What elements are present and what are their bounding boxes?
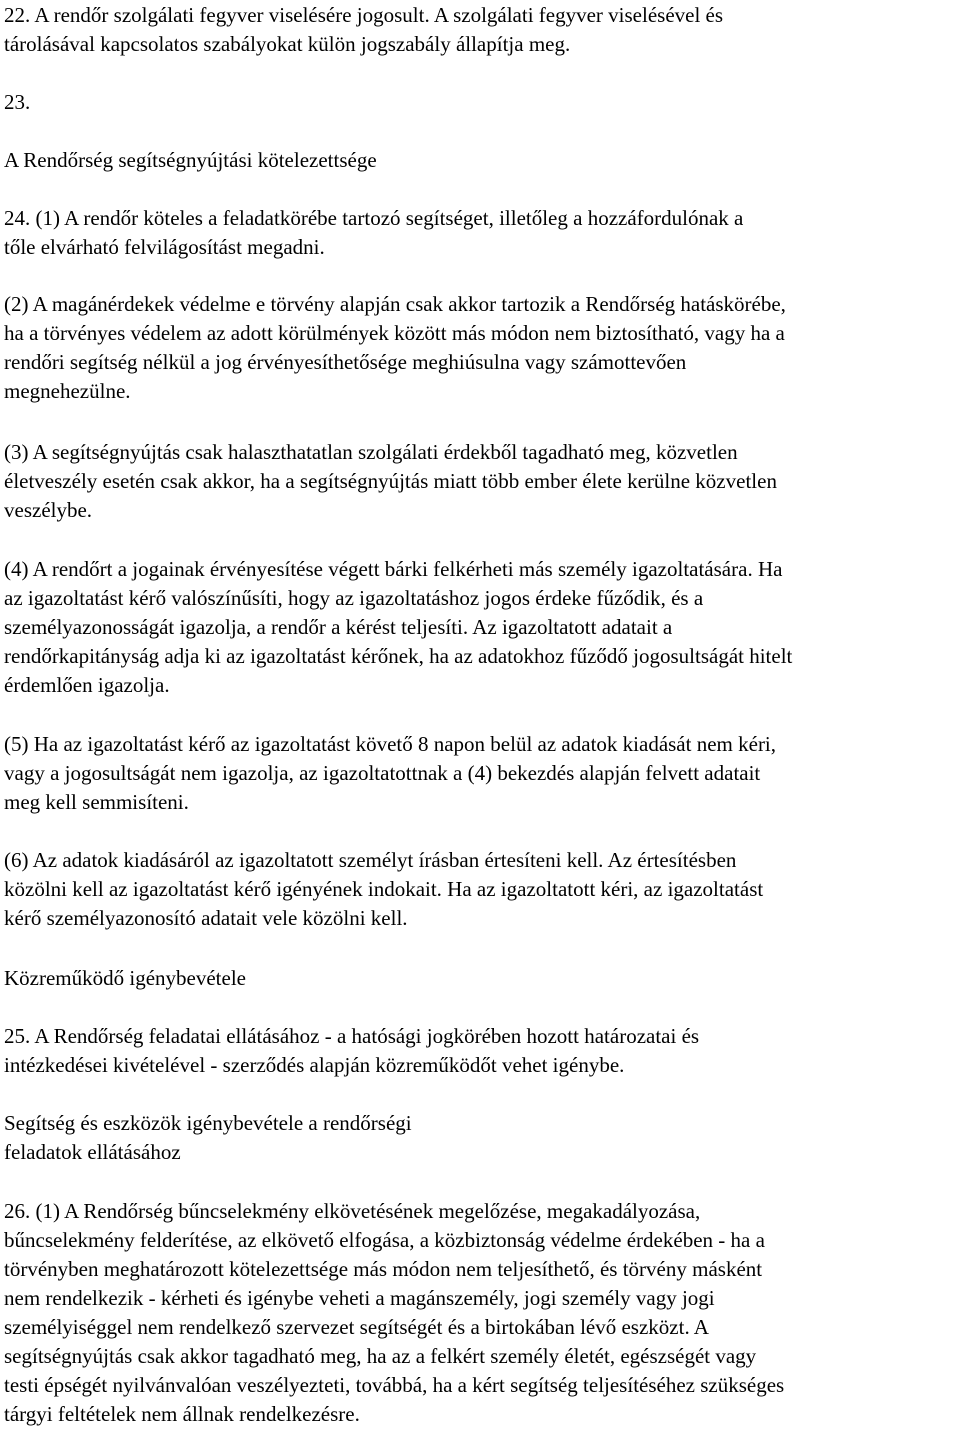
text-line: közölni kell az igazoltatást kérő igényének indokait. Ha az igazoltatott kéri, az igazoltatást [4,877,764,901]
text-line: (6) Az adatok kiadásáról az igazoltatott személyt írásban értesíteni kell. Az értesítésben [4,848,737,872]
section-25-paragraph [4,1022,699,1080]
section-26-paragraph-1 [4,1197,784,1429]
text-line: veszélybe. [4,498,93,522]
text-line: 22. A rendőr szolgálati fegyver viselésére jogosult. A szolgálati fegyver viselésével és [4,3,724,27]
text-line: életveszély esetén csak akkor, ha a segítségnyújtás miatt több ember élete kerülne közvetlen [4,469,777,493]
text-line: 25. A Rendőrség feladatai ellátásához - a hatósági jogkörében hozott határozatai és [4,1024,700,1048]
text-line: vagy a jogosultságát nem igazolja, az igazoltatottnak a (4) bekezdés alapján felvett adatait [4,761,761,785]
text-line: 26. (1) A Rendőrség bűncselekmény elkövetésének megelőzése, megakadályozása, [4,1199,701,1223]
text-line: személyiséggel nem rendelkező szervezet segítségét és a birtokában lévő eszközt. A [4,1315,709,1339]
text-line: (5) Ha az igazoltatást kérő az igazoltatást követő 8 napon belül az adatok kiadását nem kéri, [4,732,777,756]
text-line: tárgyi feltételek nem állnak rendelkezésre. [4,1402,360,1426]
text-line: segítségnyújtás csak akkor tagadható meg, ha az a felkért személy életét, egészségét vagy [4,1344,757,1368]
text-line: Közreműködő igénybevétele [4,966,246,990]
text-line: rendőrkapitányság adja ki az igazoltatást kérőnek, ha az adatokhoz fűződő jogosultságát hitelt [4,644,793,668]
text-line: tárolásával kapcsolatos szabályokat külön jogszabály állapítja meg. [4,32,571,56]
text-line: Segítség és eszközök igénybevétele a rendőrségi [4,1111,412,1135]
section-24-paragraph-1 [4,204,743,262]
section-24-paragraph-2 [4,290,786,406]
text-line: meg kell semmisíteni. [4,790,189,814]
text-line: A Rendőrség segítségnyújtási kötelezettsége [4,148,377,172]
section-25-heading [4,964,246,993]
text-line: (2) A magánérdekek védelme e törvény alapján csak akkor tartozik a Rendőrség hatáskörébe, [4,292,786,316]
section-23-heading [4,146,377,175]
text-line: intézkedései kivételével - szerződés alapján közreműködőt vehet igénybe. [4,1053,625,1077]
section-24-paragraph-5 [4,730,776,817]
text-line: az igazoltatást kérő valószínűsíti, hogy az igazoltatáshoz jogos érdeke fűződik, és a [4,586,704,610]
section-24-paragraph-4 [4,555,792,700]
text-line: rendőri segítség nélkül a jog érvényesíthetősége meghiúsulna vagy számottevően [4,350,687,374]
section-24-paragraph-6 [4,846,763,933]
text-line: kérő személyazonosító adatait vele közölni kell. [4,906,408,930]
section-22-paragraph [4,1,723,59]
section-23-number [4,88,30,117]
text-line: testi épségét nyilvánvalóan veszélyezteti, továbbá, ha a kért segítség teljesítéséhez szükséges [4,1373,785,1397]
text-line: megnehezülne. [4,379,131,403]
text-line: feladatok ellátásához [4,1140,181,1164]
text-line: nem rendelkezik - kérheti és igénybe veheti a magánszemély, jogi személy vagy jogi [4,1286,715,1310]
text-line: (3) A segítségnyújtás csak halaszthatatlan szolgálati érdekből tagadható meg, közvetlen [4,440,738,464]
text-line: érdemlően igazolja. [4,673,170,697]
text-line: (4) A rendőrt a jogainak érvényesítése végett bárki felkérheti más személy igazoltatására. Ha [4,557,783,581]
section-26-heading [4,1109,412,1167]
text-line: bűncselekmény felderítése, az elkövető elfogása, a közbiztonság védelme érdekében - ha a [4,1228,765,1252]
text-line: tőle elvárható felvilágosítást megadni. [4,235,325,259]
text-line: 24. (1) A rendőr köteles a feladatkörébe tartozó segítséget, illetőleg a hozzáfordulónak a [4,206,744,230]
section-24-paragraph-3 [4,438,777,525]
text-line: törvényben meghatározott kötelezettsége más módon nem teljesíthető, és törvény másként [4,1257,763,1281]
text-line: 23. [4,90,31,114]
text-line: személyazonosságát igazolja, a rendőr a kérést teljesíti. Az igazoltatott adatait a [4,615,673,639]
text-line: ha a törvényes védelem az adott körülmények között más módon nem biztosítható, vagy ha a [4,321,785,345]
